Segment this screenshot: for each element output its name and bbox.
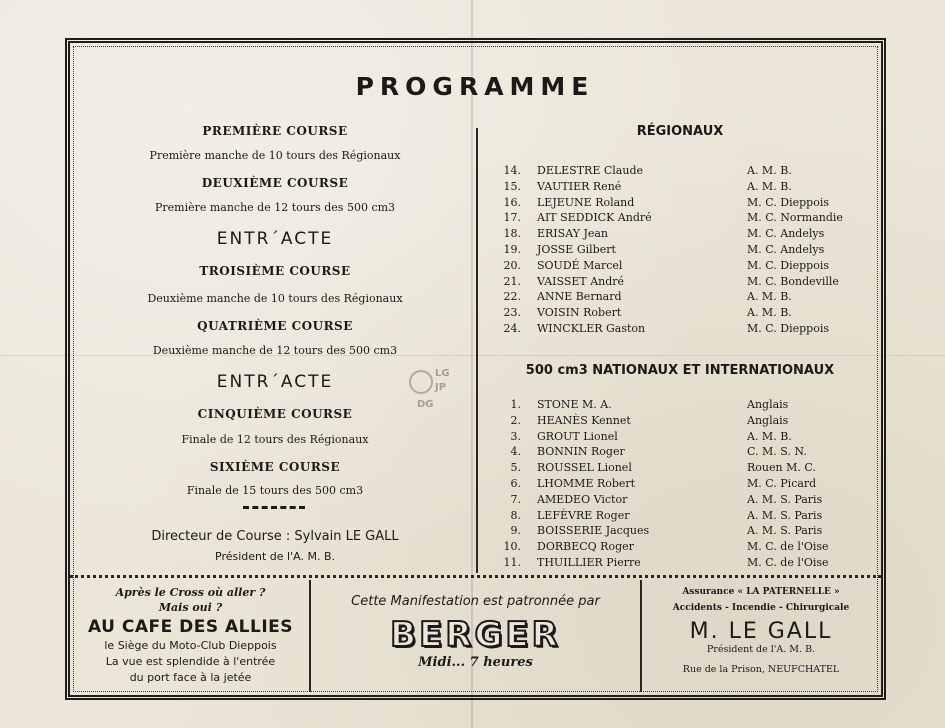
club-name: A. M. B.: [747, 306, 792, 320]
entry-number: 18.: [503, 227, 521, 241]
entry-number: 19.: [503, 243, 521, 256]
entry-number: 24.: [503, 322, 521, 335]
club-name: M. C. de l'Oise: [747, 556, 829, 569]
rider-name: BONNIN Roger: [537, 445, 625, 459]
entry-row: [495, 275, 875, 290]
entry-number: 17.: [503, 211, 521, 225]
club-name: A. M. B.: [747, 179, 792, 193]
entry-number: 2.: [510, 413, 521, 427]
entry-row: [495, 290, 875, 305]
rider-name: JOSSE Gilbert: [537, 243, 616, 256]
legall-line-2: Accidents - Incendie - Chirurgicale: [672, 603, 850, 613]
entry-number: 10.: [503, 540, 521, 554]
cafe-line-1: Après le Cross où aller ?: [115, 586, 266, 599]
entry-number: 8.: [510, 508, 521, 522]
rider-name: VOISIN Robert: [537, 306, 622, 320]
entry-number: 7.: [510, 492, 521, 506]
rider-name: BOISSERIE Jacques: [537, 524, 650, 538]
nationaux-title: 500 cm3 NATIONAUX ET INTERNATIONAUX: [525, 363, 835, 378]
entry-row: [495, 259, 875, 274]
ad-band-divider: [70, 575, 881, 578]
club-name: A. M. B.: [747, 290, 792, 304]
entry-row: [495, 211, 875, 226]
entry-row: [495, 493, 875, 508]
rider-name: AIT SEDDICK André: [537, 211, 652, 225]
cafe-line-5: du port face à la jetée: [129, 671, 252, 684]
berger-slogan: Midi... 7 heures: [418, 655, 533, 670]
entry-row: [495, 227, 875, 242]
entry-row: [495, 180, 875, 195]
club-name: M. C. Dieppois: [747, 195, 829, 209]
entry-row: [495, 322, 875, 337]
rider-name: AMEDEO Victor: [537, 492, 628, 506]
cafe-line-2: Mais oui ?: [158, 601, 223, 614]
course-6-heading: SIXIÈME COURSE: [209, 460, 341, 474]
course-4-heading: QUATRIÈME COURSE: [197, 319, 353, 333]
entry-number: 5.: [510, 461, 521, 475]
cafe-line-3: le Siège du Moto-Club Dieppois: [104, 639, 277, 652]
club-name: M. C. Andelys: [747, 243, 825, 256]
column-divider: [476, 128, 478, 573]
course-3-heading: TROISIÈME COURSE: [199, 264, 351, 278]
svg-text:JP: JP: [435, 382, 447, 393]
berger-brand: BERGER: [390, 615, 561, 655]
course-3-detail: Deuxième manche de 10 tours des Régionaux: [147, 292, 403, 305]
course-5-detail: Finale de 12 tours des Régionaux: [181, 433, 369, 446]
club-name: M. C. Normandie: [747, 211, 843, 225]
course-1-detail: Première manche de 10 tours des Régionaux: [149, 149, 401, 162]
berger-intro: Cette Manifestation est patronnée par: [351, 594, 600, 609]
entry-row: [495, 414, 875, 429]
club-name: M. C. de l'Oise: [747, 540, 829, 554]
legall-line-3: Président de l'A. M. B.: [706, 644, 816, 655]
ad-berger: [311, 582, 640, 670]
entry-row: [495, 461, 875, 476]
rider-name: LEJEUNE Roland: [537, 195, 635, 209]
legall-name: M. LE GALL: [689, 619, 833, 644]
rider-name: ROUSSEL Lionel: [537, 461, 632, 475]
club-name: A. M. B.: [747, 164, 792, 177]
entry-row: [495, 430, 875, 445]
course-6-detail: Finale de 15 tours des 500 cm3: [186, 484, 364, 497]
regionaux-title: RÉGIONAUX: [636, 124, 724, 139]
course-2-heading: DEUXIÈME COURSE: [201, 176, 349, 190]
club-name: Anglais: [747, 398, 789, 411]
director-title: Président de l'A. M. B.: [215, 550, 335, 563]
entry-number: 16.: [503, 195, 521, 209]
entry-number: 1.: [510, 398, 521, 411]
entracte-1: ENTR´ACTE: [216, 229, 334, 249]
rider-name: ANNE Bernard: [537, 290, 622, 304]
course-2-detail: Première manche de 12 tours des 500 cm3: [154, 201, 396, 214]
legall-line-1: Assurance « LA PATERNELLE »: [682, 587, 840, 597]
club-name: M. C. Andelys: [747, 227, 825, 241]
rider-name: SOUDÉ Marcel: [537, 258, 623, 272]
club-name: A. M. S. Paris: [747, 492, 823, 506]
club-name: M. C. Picard: [747, 477, 817, 490]
entry-row: [495, 164, 875, 179]
cafe-line-4: La vue est splendide à l'entrée: [105, 655, 276, 668]
rider-name: THUILLIER Pierre: [537, 556, 641, 569]
club-name: A. M. B.: [747, 429, 792, 443]
rider-name: LHOMME Robert: [537, 477, 636, 490]
entry-row: [495, 477, 875, 492]
entry-number: 11.: [503, 556, 521, 569]
legall-line-4: Rue de la Prison, NEUFCHATEL: [682, 664, 840, 675]
rider-name: STONE M. A.: [537, 398, 612, 411]
entracte-2: ENTR´ACTE: [216, 372, 334, 392]
club-name: M. C. Dieppois: [747, 322, 829, 335]
race-director: Directeur de Course : Sylvain LE GALL: [151, 529, 399, 544]
entry-row: [495, 524, 875, 539]
club-name: Anglais: [747, 413, 789, 427]
entry-number: 21.: [503, 274, 521, 288]
course-5-heading: CINQUIÈME COURSE: [197, 407, 353, 421]
rider-name: DELESTRE Claude: [537, 164, 643, 177]
rider-name: HEANÈS Kennet: [537, 413, 631, 427]
club-name: C. M. S. N.: [747, 445, 807, 459]
entry-number: 6.: [510, 477, 521, 490]
entry-number: 4.: [510, 445, 521, 459]
entry-row: [495, 196, 875, 211]
rider-name: LEFÈVRE Roger: [537, 508, 630, 522]
rider-name: WINCKLER Gaston: [537, 322, 646, 335]
club-name: M. C. Dieppois: [747, 258, 829, 272]
club-name: M. C. Bondeville: [747, 274, 839, 288]
entry-row: [495, 556, 875, 571]
entry-number: 23.: [503, 306, 521, 320]
entry-row: [495, 243, 875, 258]
club-name: A. M. S. Paris: [747, 508, 823, 522]
rider-name: DORBECQ Roger: [537, 540, 634, 554]
entry-row: [495, 306, 875, 321]
dashed-rule: [243, 506, 305, 509]
club-name: Rouen M. C.: [747, 461, 816, 475]
entry-number: 15.: [503, 179, 521, 193]
entry-row: [495, 509, 875, 524]
club-name: A. M. S. Paris: [747, 524, 823, 538]
cafe-name: AU CAFE DES ALLIES: [87, 617, 294, 637]
svg-text:DG: DG: [417, 399, 434, 410]
page-title: PROGRAMME: [355, 72, 595, 101]
course-4-detail: Deuxième manche de 12 tours des 500 cm3: [152, 344, 398, 357]
entry-row: [495, 398, 875, 413]
entry-number: 9.: [510, 524, 521, 538]
entry-number: 14.: [503, 164, 521, 177]
entry-number: 22.: [503, 290, 521, 304]
ad-cafe-des-allies: [72, 582, 309, 686]
entry-number: 20.: [503, 258, 521, 272]
entry-row: [495, 540, 875, 555]
rider-name: GROUT Lionel: [537, 429, 618, 443]
rider-name: VAUTIER René: [537, 179, 622, 193]
rider-name: VAISSET André: [537, 274, 625, 288]
entry-number: 3.: [510, 429, 521, 443]
course-1-heading: PREMIÈRE COURSE: [202, 124, 348, 138]
rider-name: ERISAY Jean: [537, 227, 609, 241]
svg-text:LG: LG: [435, 368, 450, 379]
ad-le-gall-assurance: [642, 582, 880, 675]
entry-row: [495, 445, 875, 460]
stamp-logo: [405, 362, 457, 412]
